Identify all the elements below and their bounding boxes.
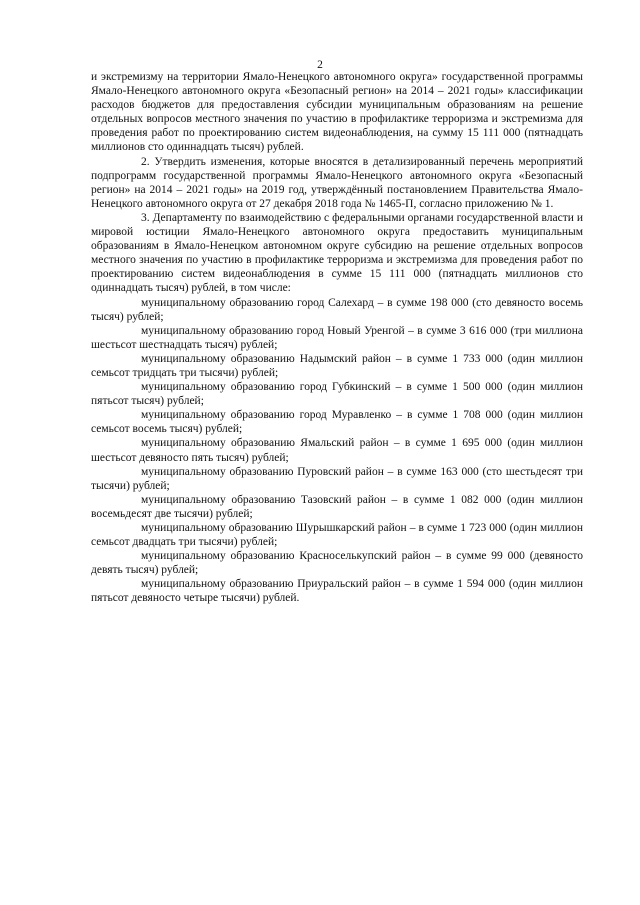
allocation-nadym: муниципальному образованию Надымский район – в сумме 1 733 000 (один миллион семьсот тридцать три тысячи) рублей;: [91, 352, 583, 379]
allocation-yamal: муниципальному образованию Ямальский район – в сумме 1 695 000 (один миллион шестьсот девяносто пять тысяч) рублей;: [91, 437, 583, 464]
allocation-salekhard: муниципальному образованию город Салехард – в сумме 198 000 (сто девяносто восемь тысяч) рублей;: [91, 296, 583, 323]
allocation-tazovsky: муниципальному образованию Тазовский район – в сумме 1 082 000 (один миллион восемьдесят две тысячи) рублей;: [91, 493, 583, 520]
paragraph-item-3: 3. Департаменту по взаимодействию с федеральными органами государственной власти и мировой юстиции Ямало-Ненецкого автономного округа предоставить муниципальным образованиям в Ямало-Ненецком автономном округе субсидию на решение отдельных вопросов местного значения по участию в профилактике терроризма и экстремизма для проведения работ по проектированию систем видеонаблюдения в сумме 15 111 000 (пятнадцать миллионов сто одиннадцать тысяч) рублей, в том числе:: [91, 211, 583, 295]
allocation-krasnoselkupsky: муниципальному образованию Красноселькупский район – в сумме 99 000 (девяносто девять тысяч) рублей;: [91, 550, 583, 577]
allocation-priuralsky: муниципальному образованию Приуральский район – в сумме 1 594 000 (один миллион пятьсот девяносто четыре тысячи) рублей.: [91, 578, 583, 605]
allocation-gubkinsky: муниципальному образованию город Губкинский – в сумме 1 500 000 (один миллион пятьсот тысяч) рублей;: [91, 381, 583, 408]
page-number: 2: [317, 59, 323, 71]
allocation-shuryshkarsky: муниципальному образованию Шурышкарский район – в сумме 1 723 000 (один миллион семьсот двадцать три тысячи) рублей;: [91, 522, 583, 549]
allocation-purovsky: муниципальному образованию Пуровский район – в сумме 163 000 (сто шестьдесят три тысячи) рублей;: [91, 465, 583, 492]
allocation-novy-urengoy: муниципальному образованию город Новый Уренгой – в сумме 3 616 000 (три миллиона шестьсот шестнадцать тысяч) рублей;: [91, 324, 583, 351]
paragraph-continuation: и экстремизму на территории Ямало-Ненецкого автономного округа» государственной программы Ямало-Ненецкого автономного округа «Безопасный регион» на 2014 – 2021 годы» классификации расходов бюджетов для предоставления субсидии муниципальным образованиям на решение отдельных вопросов местного значения по участию в профилактике терроризма и экстремизма для проведения работ по проектированию систем видеонаблюдения, на сумму 15 111 000 (пятнадцать миллионов сто одиннадцать тысяч) рублей.: [91, 71, 583, 154]
document-body: [91, 70, 583, 606]
paragraph-item-2: 2. Утвердить изменения, которые вносятся в детализированный перечень мероприятий подпрограмм государственной программы Ямало-Ненецкого автономного округа «Безопасный регион» на 2014 – 2021 годы» на 2019 год, утверждённый постановлением Правительства Ямало-Ненецкого автономного округа от 27 декабря 2018 года № 1465-П, согласно приложению № 1.: [91, 155, 583, 210]
allocation-muravlenko: муниципальному образованию город Муравленко – в сумме 1 708 000 (один миллион семьсот восемь тысяч) рублей;: [91, 409, 583, 436]
